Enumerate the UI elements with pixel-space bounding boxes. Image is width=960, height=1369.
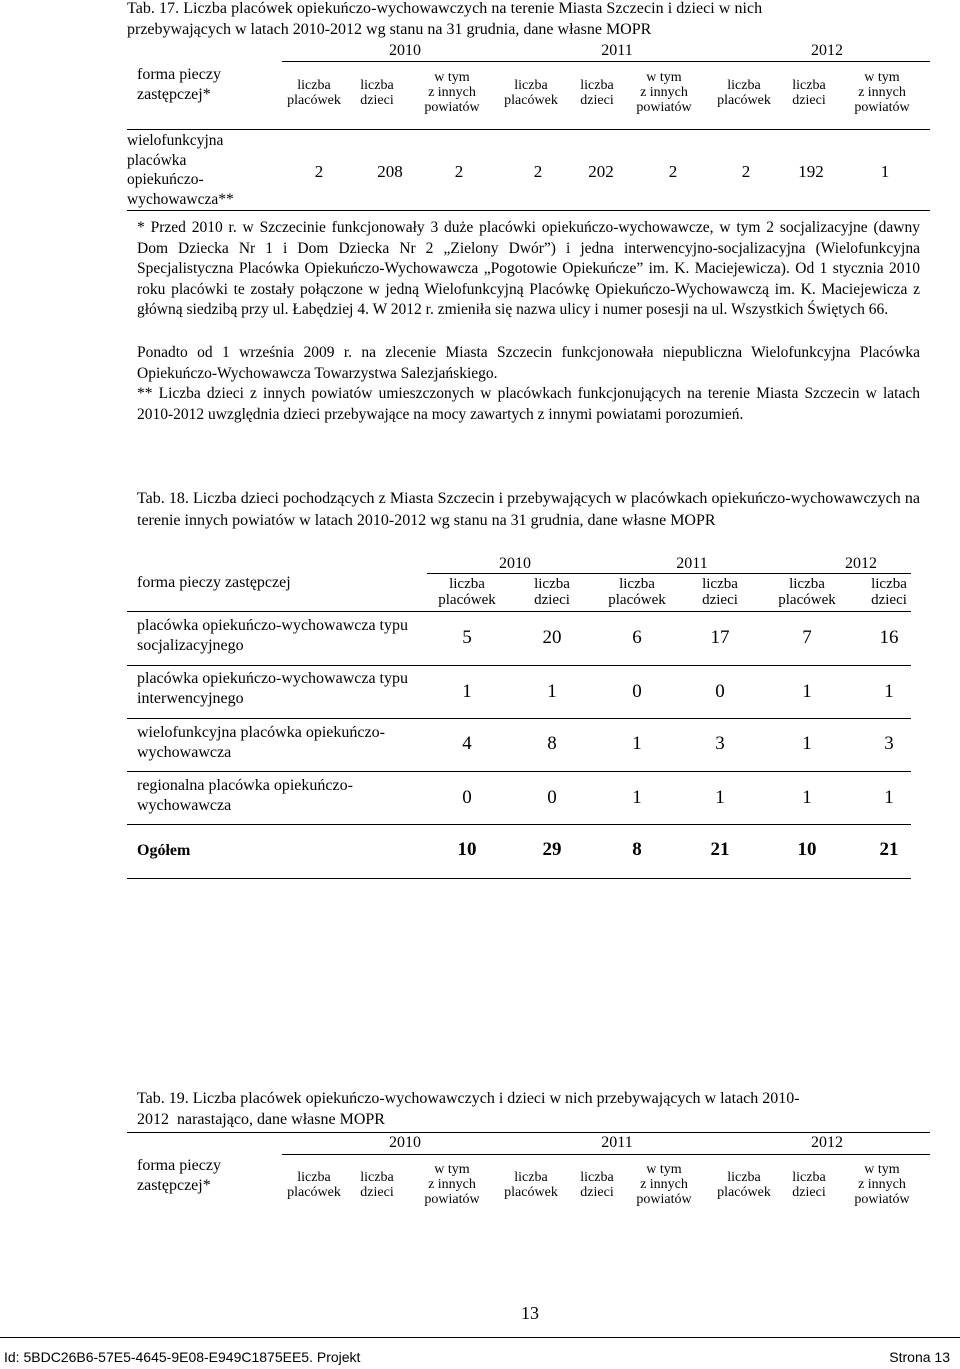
- tab19-col-powiatow-2011: w tym z innych powiatów: [636, 1162, 692, 1207]
- tab18-val: 4: [462, 733, 472, 754]
- tab18-val: 1: [715, 787, 725, 808]
- tab18-val: 1: [547, 681, 557, 702]
- tab18-year-2012: 2012: [845, 555, 877, 572]
- tab18-total-val: 29: [542, 839, 562, 860]
- tab19-col-placowek-2012: liczba placówek: [717, 1170, 771, 1200]
- tab18-col-dzieci-2010: liczba dzieci: [534, 576, 570, 608]
- tab18-val: 0: [547, 787, 557, 808]
- tab18-col-dzieci-2012: liczba dzieci: [871, 576, 907, 608]
- tab17-val: 2: [668, 162, 678, 181]
- tab17-val: 202: [588, 162, 614, 181]
- tab19-col-dzieci-2011: liczba dzieci: [580, 1170, 614, 1200]
- tab18-val: 20: [542, 627, 562, 648]
- tab18-val: 1: [884, 787, 894, 808]
- tab17-col-placowek-2011: liczba placówek: [504, 78, 558, 108]
- tab17-year-2010: 2010: [389, 42, 421, 59]
- tab18-table: [127, 553, 917, 883]
- tab18-val: 3: [884, 733, 894, 754]
- tab17-val: 1: [880, 162, 890, 181]
- tab17-val: 2: [314, 162, 324, 181]
- tab18-val: 0: [632, 681, 642, 702]
- tab17-col-dzieci-2012: liczba dzieci: [792, 78, 826, 108]
- tab18-val: 0: [715, 681, 725, 702]
- tab18-col-placowek-2011: liczba placówek: [608, 576, 666, 608]
- tab18-val: 1: [802, 787, 812, 808]
- tab18-year-2011: 2011: [676, 555, 708, 572]
- tab17-row-label: wielofunkcyjna placówka opiekuńczo- wychowawcza**: [127, 132, 234, 208]
- note-1: * Przed 2010 r. w Szczecinie funkcjonowały 3 duże placówki opiekuńczo-wychowawcze, w tym 2 socjalizacyjne (dawny Dom Dziecka Nr 1 i Dom Dziecka Nr 2 „Zielony Dwór”) i jedna interwencyjno-socjalizacyjna (Wielofunkcyjna Specjalistyczna Placówka Opiekuńczo-Wychowawcza „Pogotowie Opiekuńcze” im. K. Maciejewicza). Od 1 stycznia 2010 roku placówki te zostały połączone w jedną Wielofunkcyjną Placówkę Opiekuńczo-Wychowawczą im. K. Maciejewicza z główną siedzibą przy ul. Łabędziej 4. W 2012 r. zmieniła się nazwa ulicy i numer posesji na ul. Wszystkich Świętych 66.: [137, 219, 920, 318]
- tab18-total-val: 21: [710, 839, 730, 860]
- tab18-val: 8: [547, 733, 557, 754]
- tab18-total-val: 10: [457, 839, 477, 860]
- tab17-val: 2: [454, 162, 464, 181]
- tab18-header-divider: [127, 611, 911, 612]
- tab17-row-header: forma pieczy zastępczej*: [137, 66, 221, 103]
- tab18-val: 3: [715, 733, 725, 754]
- tab17-col-powiatow-2012: w tym z innych powiatów: [854, 70, 910, 115]
- tab19-col-dzieci-2012: liczba dzieci: [792, 1170, 826, 1200]
- tab18-val: 6: [632, 627, 642, 648]
- tab17-val: 208: [377, 162, 403, 181]
- tab17-col-placowek-2012: liczba placówek: [717, 78, 771, 108]
- tab19-year-2011: 2011: [601, 1134, 633, 1151]
- tab18-row-divider: [127, 718, 911, 719]
- footer-divider: [0, 1337, 960, 1338]
- tab19-table: [127, 1132, 930, 1222]
- tab18-val: 1: [802, 681, 812, 702]
- tab17-bottom-border: [127, 210, 930, 211]
- note-2: Ponadto od 1 września 2009 r. na zlecenie Miasta Szczecin funkcjonowała niepubliczna Wielofunkcyjna Placówka Opiekuńczo-Wychowawcza Towarzystwa Salezjańskiego.: [137, 344, 920, 382]
- tab18-val: 16: [879, 627, 899, 648]
- tab19-col-placowek-2011: liczba placówek: [504, 1170, 558, 1200]
- tab19-caption-line2: 2012 narastająco, dane własne MOPR: [137, 1111, 385, 1128]
- tab19-col-powiatow-2012: w tym z innych powiatów: [854, 1162, 910, 1207]
- tab19-col-dzieci-2010: liczba dzieci: [360, 1170, 394, 1200]
- tab17-caption-line1: Tab. 17. Liczba placówek opiekuńczo-wychowawczych na terenie Miasta Szczecin i dzieci w nich: [127, 0, 763, 17]
- tab18-row-divider: [127, 824, 911, 825]
- tab18-total-val: 21: [879, 839, 899, 860]
- footer-id: Id: 5BDC26B6-57E5-4645-9E08-E949C1875EE5. Projekt: [4, 1349, 361, 1365]
- tab18-val: 1: [632, 733, 642, 754]
- tab17-col-dzieci-2010: liczba dzieci: [360, 78, 394, 108]
- tab18-row-divider: [127, 665, 911, 666]
- tab19-col-placowek-2010: liczba placówek: [287, 1170, 341, 1200]
- tab18-row-divider: [127, 771, 911, 772]
- tab19-caption-line1: Tab. 19. Liczba placówek opiekuńczo-wychowawczych i dzieci w nich przebywających w latach 2010-: [137, 1090, 800, 1107]
- tab17-val: 2: [741, 162, 751, 181]
- tab17-val: 192: [798, 162, 824, 181]
- tab17-val: 2: [533, 162, 543, 181]
- tab18-year-2010: 2010: [499, 555, 531, 572]
- tab18-val: 7: [802, 627, 812, 648]
- tab18-total-val: 8: [632, 839, 642, 860]
- tab18-row-header: forma pieczy zastępczej: [137, 574, 291, 591]
- tab17-year-2011: 2011: [601, 42, 633, 59]
- tab17-caption: [127, 0, 937, 40]
- tab17-col-dzieci-2011: liczba dzieci: [580, 78, 614, 108]
- tab17-header-divider: [127, 129, 930, 130]
- tab18-col-placowek-2010: liczba placówek: [438, 576, 496, 608]
- tab18-row-label: placówka opiekuńczo-wychowawcza typu interwencyjnego: [137, 670, 408, 707]
- tab18-val: 1: [632, 787, 642, 808]
- tab17-col-placowek-2010: liczba placówek: [287, 78, 341, 108]
- tab17-caption-line2: przebywających w latach 2010-2012 wg stanu na 31 grudnia, dane własne MOPR: [127, 21, 652, 38]
- tab18-val: 1: [884, 681, 894, 702]
- note-3: ** Liczba dzieci z innych powiatów umieszczonych w placówkach funkcjonujących na terenie Miasta Szczecin w latach 2010-2012 uwzględnia dzieci przebywające na mocy zawartych z innymi powiatami porozumień.: [137, 385, 920, 423]
- tab18-col-placowek-2012: liczba placówek: [778, 576, 836, 608]
- tab18-caption: Tab. 18. Liczba dzieci pochodzących z Miasta Szczecin i przebywających w placówkach opiekuńczo-wychowawczych na terenie innych powiatów w latach 2010-2012 wg stanu na 31 grudnia, dane własne MOPR: [137, 490, 920, 529]
- footer-page: Strona 13: [889, 1349, 950, 1365]
- tab18-year-divider: [427, 573, 911, 574]
- tab17-table: [127, 42, 930, 212]
- tab18-val: 0: [462, 787, 472, 808]
- tab19-year-2012: 2012: [811, 1134, 843, 1151]
- tab18-total-label: Ogółem: [137, 842, 191, 859]
- tab17-col-powiatow-2011: w tym z innych powiatów: [636, 70, 692, 115]
- tab18-val: 1: [802, 733, 812, 754]
- tab19-caption: [137, 1088, 927, 1130]
- tab19-year-divider: [282, 1154, 930, 1155]
- tab17-year-divider: [282, 61, 930, 62]
- tab19-col-powiatow-2010: w tym z innych powiatów: [424, 1162, 480, 1207]
- tab18-col-dzieci-2011: liczba dzieci: [702, 576, 738, 608]
- tab18-val: 1: [462, 681, 472, 702]
- tab18-row-label: placówka opiekuńczo-wychowawcza typu socjalizacyjnego: [137, 617, 408, 654]
- tab17-year-2012: 2012: [811, 42, 843, 59]
- tab18-bottom-border: [127, 878, 911, 879]
- tab18-val: 17: [710, 627, 730, 648]
- tab19-year-2010: 2010: [389, 1134, 421, 1151]
- tab18-row-label: regionalna placówka opiekuńczo-wychowawcza: [137, 777, 353, 814]
- tab18-val: 5: [462, 627, 472, 648]
- tab19-top-border: [127, 1132, 930, 1133]
- page-number: 13: [521, 1303, 539, 1323]
- tab17-col-powiatow-2010: w tym z innych powiatów: [424, 70, 480, 115]
- tab18-row-label: wielofunkcyjna placówka opiekuńczo-wychowawcza: [137, 724, 385, 761]
- tab19-row-header: forma pieczy zastępczej*: [137, 1157, 221, 1194]
- tab18-total-val: 10: [797, 839, 817, 860]
